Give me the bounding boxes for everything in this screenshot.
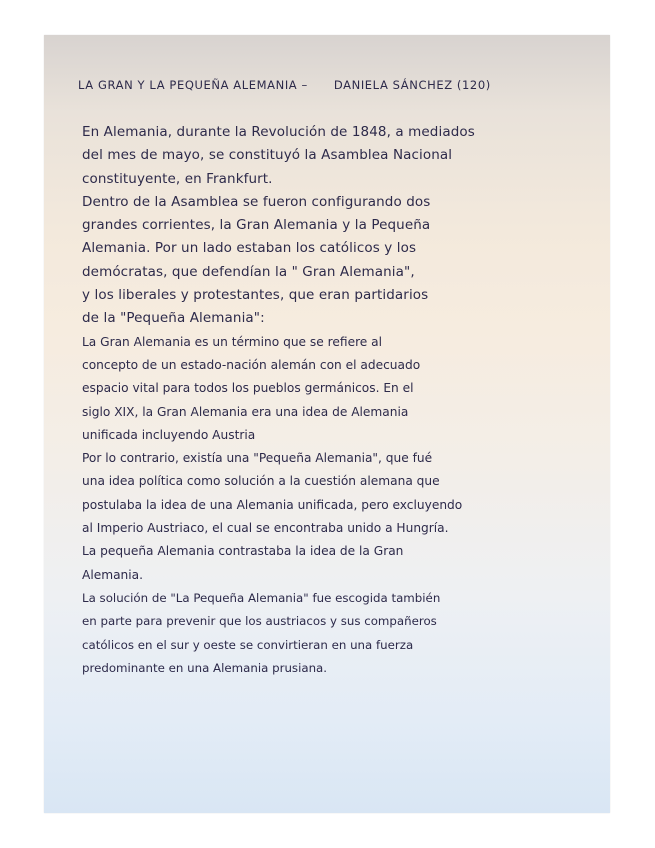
text-line: y los liberales y protestantes, que eran partidarios xyxy=(82,287,429,304)
text-line: católicos en el sur y oeste se convirtieran en una fuerza xyxy=(82,637,414,652)
header-author: DANIELA SÁNCHEZ (120) xyxy=(333,78,491,92)
text-line: una idea política como solución a la cuestión alemana que xyxy=(82,474,440,489)
text-line: en parte para prevenir que los austriacos y sus compañeros xyxy=(82,614,437,629)
handwritten-page xyxy=(44,35,610,813)
text-line: La Gran Alemania es un término que se refiere al xyxy=(82,334,383,349)
text-line: espacio vital para todos los pueblos germánicos. En el xyxy=(82,381,414,396)
text-line: de la "Pequeña Alemania": xyxy=(82,310,265,327)
text-line: predominante en una Alemania prusiana. xyxy=(82,660,328,675)
text-line: grandes corrientes, la Gran Alemania y la Pequeña xyxy=(82,217,431,234)
page-header xyxy=(78,78,491,92)
text-line: Alemania. xyxy=(82,567,144,582)
text-line: del mes de mayo, se constituyó la Asamblea Nacional xyxy=(82,147,453,164)
text-line: En Alemania, durante la Revolución de 1848, a mediados xyxy=(82,124,475,140)
text-line: concepto de un estado-nación alemán con el adecuado xyxy=(82,357,421,372)
text-line: demócratas, que defendían la " Gran Alemania", xyxy=(82,263,415,280)
text-line: Dentro de la Asamblea se fueron configurando dos xyxy=(82,193,431,210)
header-title: LA GRAN Y LA PEQUEÑA ALEMANIA – xyxy=(78,78,308,92)
text-line: al Imperio Austriaco, el cual se encontraba unido a Hungría. xyxy=(82,521,449,536)
text-line: La solución de "La Pequeña Alemania" fue escogida también xyxy=(82,590,441,605)
handwritten-text-body xyxy=(82,121,602,680)
text-line: constituyente, en Frankfurt. xyxy=(82,170,273,187)
text-line: unificada incluyendo Austria xyxy=(82,427,256,442)
text-line: La pequeña Alemania contrastaba la idea de la Gran xyxy=(82,544,404,559)
text-line: siglo XIX, la Gran Alemania era una idea de Alemania xyxy=(82,404,409,419)
text-line: Por lo contrario, existía una "Pequeña Alemania", que fué xyxy=(82,451,433,466)
text-line: postulaba la idea de una Alemania unificada, pero excluyendo xyxy=(82,497,463,512)
text-line: Alemania. Por un lado estaban los católicos y los xyxy=(82,240,417,257)
